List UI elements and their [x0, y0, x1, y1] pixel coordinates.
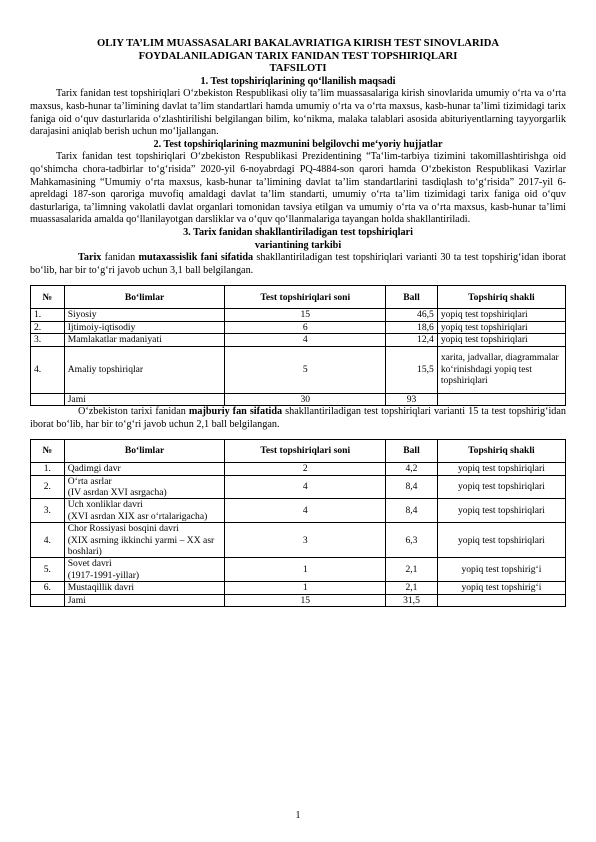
section-1-text: Tarix fanidan test topshiriqlari O‘zbekiston Respublikasi oliy ta’lim muassasalariga kirish sinovlarida umumiy o‘rta va o‘rta maxsus, kasb-hunar ta’limining davlat ta’lim standartlari hamda umumiy o‘rta va o‘rta maxsus, kasb-hunar ta’limi tizimidagi tarix faniga oid o‘quv dasturlarida o‘zlashtirilishi belgilangan bilim, ko‘nikma, malaka talablari asosida abituriyentlarning tayyorgarlik darajasini aniqlab berish uchun mo‘ljallangan. [30, 88, 566, 138]
section-3-heading-line-1: 3. Tarix fanidan shakllantiriladigan test topshiriqlari [183, 226, 413, 238]
header-sections: Bo‘limlar [64, 440, 225, 463]
row-ball: 6,3 [386, 523, 438, 558]
row-number: 5. [31, 558, 65, 582]
document-page [30, 38, 566, 607]
table-row [31, 499, 566, 523]
table-row [31, 475, 566, 499]
intro-text-1: fanidan [101, 252, 139, 264]
mid-text-1: O‘zbekiston tarixi fanidan [78, 405, 189, 417]
mandatory-intro [30, 406, 566, 431]
row-section: Ijtimoiy-iqtisodiy [64, 321, 225, 333]
row-count: 1 [225, 558, 386, 582]
row-section: Amaliy topshiriqlar [64, 346, 225, 393]
row-form: yopiq test topshiriqlari [437, 321, 565, 333]
intro-text-2: shakllantiriladigan test topshiriqlari varianti 30 ta test topshirig‘idan iborat bo‘lib, har bir to‘g‘ri javob uchun 3,1 ball belgilangan. [30, 252, 566, 276]
title-line-2: FOYDALANILADIGAN TARIX FANIDAN TEST TOPSHIRIQLARI [138, 50, 458, 62]
row-section: Mustaqillik davri [64, 582, 225, 594]
row-ball: 46,5 [386, 309, 438, 321]
row-number: 2. [31, 321, 65, 333]
row-count: 4 [225, 475, 386, 499]
header-ball: Ball [386, 286, 438, 309]
section-3-intro [30, 252, 566, 277]
row-count: 4 [225, 499, 386, 523]
row-count: 3 [225, 523, 386, 558]
row-section: Chor Rossiyasi bosqini davri (XIX asrning ikkinchi yarmi – XX asr boshlari) [64, 523, 225, 558]
section-2-heading: 2. Test topshiriqlarining mazmunini belgilovchi me‘yoriy hujjatlar [153, 138, 443, 150]
mid-bold: majburiy fan sifatida [188, 405, 283, 417]
row-number: 4. [31, 346, 65, 393]
table-row [31, 309, 566, 321]
row-ball: 2,1 [386, 558, 438, 582]
row-ball: 31,5 [386, 594, 438, 606]
header-number: № [31, 286, 65, 309]
header-task-form: Topshiriq shakli [437, 440, 565, 463]
row-ball: 4,2 [386, 463, 438, 475]
row-count: 1 [225, 582, 386, 594]
row-number [31, 594, 65, 606]
section-1-heading: 1. Test topshiriqlarining qo‘llanilish maqsadi [200, 75, 396, 87]
header-task-form: Topshiriq shakli [437, 286, 565, 309]
mid-text-2: shakllantiriladigan test topshiriqlari varianti 15 ta test topshirig‘idan iborat bo‘lib, har bir to‘g‘ri javob uchun 2,1 ball belgilangan. [30, 405, 567, 430]
table-row [31, 346, 566, 393]
row-form: yopiq test topshiriqlari [437, 475, 565, 499]
row-form: yopiq test topshiriqlari [437, 523, 565, 558]
row-ball: 93 [386, 393, 438, 405]
intro-bold-subject: Tarix [78, 252, 102, 264]
row-form [437, 594, 565, 606]
header-ball: Ball [386, 440, 438, 463]
row-section: Siyosiy [64, 309, 225, 321]
table-total-row [31, 393, 566, 405]
header-number: № [31, 440, 65, 463]
table-row [31, 523, 566, 558]
row-count: 15 [225, 594, 386, 606]
row-section: Sovet davri (1917-1991-yillar) [64, 558, 225, 582]
row-section: Uch xonliklar davri (XVI asrdan XIX asr o‘rtalarigacha) [64, 499, 225, 523]
row-count: 4 [225, 334, 386, 346]
row-section: Jami [64, 393, 225, 405]
table-row [31, 582, 566, 594]
section-3-heading-line-2: variantining tarkibi [254, 239, 342, 251]
row-form: yopiq test topshiriqlari [437, 309, 565, 321]
row-form: yopiq test topshirig‘i [437, 558, 565, 582]
row-count: 5 [225, 346, 386, 393]
row-number: 6. [31, 582, 65, 594]
row-ball: 18,6 [386, 321, 438, 333]
row-form: xarita, jadvallar, diagrammalar ko‘rinishdagi yopiq test topshiriqlari [437, 346, 565, 393]
header-test-count: Test topshiriqlari soni [225, 440, 386, 463]
row-form: yopiq test topshiriqlari [437, 334, 565, 346]
row-count: 2 [225, 463, 386, 475]
table-row [31, 463, 566, 475]
intro-bold-status: mutaxassislik fani sifatida [138, 252, 254, 264]
table-specialty [30, 285, 566, 406]
row-ball: 12,4 [386, 334, 438, 346]
table-header-row [31, 286, 566, 309]
row-number: 2. [31, 475, 65, 499]
table-row [31, 321, 566, 333]
header-sections: Bo‘limlar [64, 286, 225, 309]
row-number: 1. [31, 463, 65, 475]
table-mandatory [30, 439, 566, 607]
document-title [30, 38, 566, 76]
row-section: Mamlakatlar madaniyati [64, 334, 225, 346]
row-number: 1. [31, 309, 65, 321]
row-ball: 15,5 [386, 346, 438, 393]
table-row [31, 334, 566, 346]
header-test-count: Test topshiriqlari soni [225, 286, 386, 309]
row-ball: 8,4 [386, 475, 438, 499]
page-number: 1 [295, 810, 301, 821]
row-form: yopiq test topshiriqlari [437, 463, 565, 475]
row-count: 30 [225, 393, 386, 405]
table-row [31, 558, 566, 582]
row-form [437, 393, 565, 405]
row-section: Jami [64, 594, 225, 606]
table-total-row [31, 594, 566, 606]
row-ball: 2,1 [386, 582, 438, 594]
row-form: yopiq test topshiriqlari [437, 499, 565, 523]
row-number: 3. [31, 334, 65, 346]
title-line-1: OLIY TA’LIM MUASSASALARI BAKALAVRIATIGA KIRISH TEST SINOVLARIDA [96, 38, 500, 49]
row-number: 3. [31, 499, 65, 523]
row-number: 4. [31, 523, 65, 558]
row-form: yopiq test topshirig‘i [437, 582, 565, 594]
title-line-3: TAFSILOTI [269, 63, 327, 75]
row-section: Qadimgi davr [64, 463, 225, 475]
section-2-text: Tarix fanidan test topshiriqlari O‘zbekiston Respublikasi Prezidentining “Ta‘lim-tarbiya tizimini takomillashtirishga oid qo‘shimcha chora-tadbirlar to‘g‘risida” 2020-yil 6-noyabrdagi PQ-4884-son qarori hamda O‘zbekiston Respublikasi Vazirlar Mahkamasining “Umumiy o‘rta maxsus, kasb-hunar ta’limining davlat ta’lim standartlarini tasdiqlash to‘g‘risida” 2017-yil 6-apreldagi 187-son qaroriga muvofiq amaldagi davlat ta’lim standarti, umumiy o‘rta ta’lim tizimidagi tarix faniga oid o‘quv dasturlariga, ta’limning vakolatli davlat organlari tomonidan tavsiya etilgan va umumiy o‘rta va o‘rta maxsus, kasb-hunar ta’limi muassasalarida amalda qo‘llanilayotgan darsliklar va o‘quv qo‘llanmalariga tayangan holda shakllantiriladi. [30, 151, 566, 226]
row-number [31, 393, 65, 405]
row-ball: 8,4 [386, 499, 438, 523]
row-count: 15 [225, 309, 386, 321]
row-count: 6 [225, 321, 386, 333]
table-header-row [31, 440, 566, 463]
row-section: O‘rta asrlar (IV asrdan XVI asrgacha) [64, 475, 225, 499]
